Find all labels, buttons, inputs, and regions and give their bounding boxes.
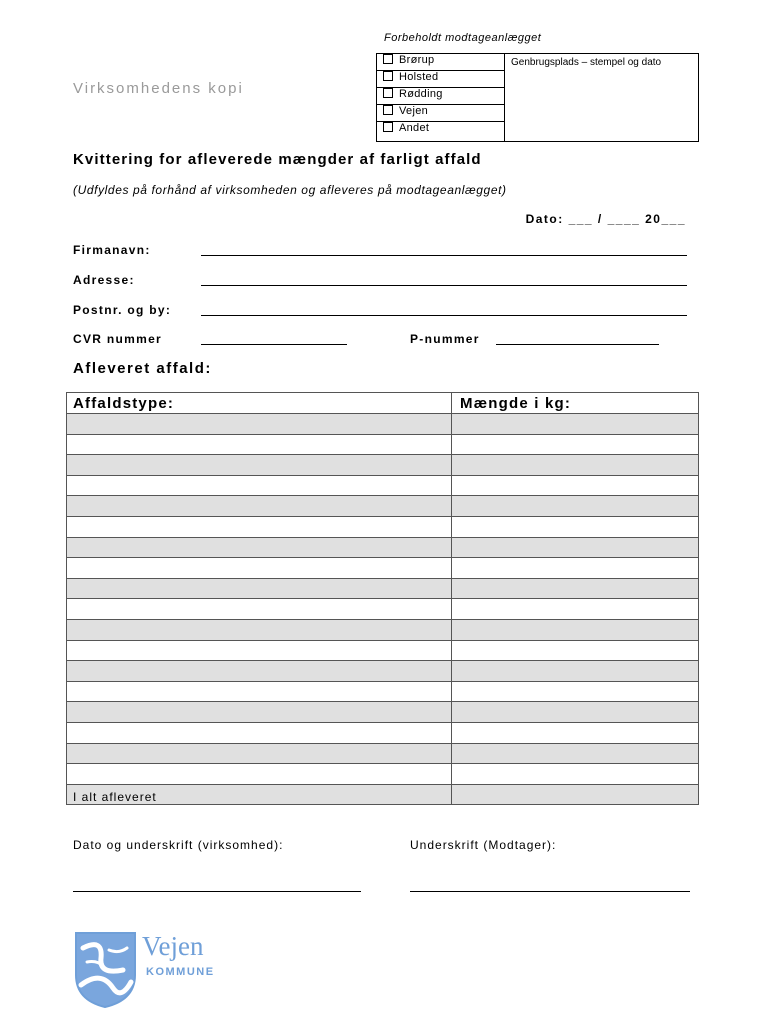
table-row (67, 578, 699, 599)
site-checkbox-list (376, 53, 505, 142)
postal-city-field[interactable] (201, 315, 687, 316)
table-header-row (67, 393, 699, 414)
total-label: I alt afleveret (67, 784, 452, 805)
receiver-signature-label: Underskrift (Modtager): (410, 838, 557, 852)
site-option-label: Andet (399, 122, 430, 134)
waste-type-cell[interactable] (67, 619, 452, 640)
table-row (67, 619, 699, 640)
site-option-holsted[interactable] (377, 71, 504, 88)
waste-type-cell[interactable] (67, 578, 452, 599)
waste-qty-cell[interactable] (452, 743, 699, 764)
waste-type-cell[interactable] (67, 414, 452, 435)
waste-qty-cell[interactable] (452, 722, 699, 743)
logo-name: Vejen (142, 931, 204, 961)
p-number-label: P-nummer (410, 332, 480, 346)
date-field[interactable]: Dato: ___ / ____ 20___ (525, 212, 686, 226)
waste-type-cell[interactable] (67, 496, 452, 517)
stamp-label: Genbrugsplads – stempel og dato (511, 57, 662, 68)
site-option-vejen[interactable] (377, 105, 504, 122)
waste-type-cell[interactable] (67, 661, 452, 682)
waste-qty-cell[interactable] (452, 496, 699, 517)
waste-type-cell[interactable] (67, 455, 452, 476)
table-row (67, 475, 699, 496)
column-header-type: Affaldstype: (67, 393, 452, 414)
waste-qty-cell[interactable] (452, 681, 699, 702)
waste-type-cell[interactable] (67, 537, 452, 558)
checkbox[interactable] (383, 122, 393, 132)
address-label: Adresse: (73, 273, 135, 287)
waste-qty-cell[interactable] (452, 661, 699, 682)
table-row (67, 640, 699, 661)
company-signature-field[interactable] (73, 891, 361, 892)
waste-type-cell[interactable] (67, 743, 452, 764)
waste-qty-cell[interactable] (452, 516, 699, 537)
site-option-label: Brørup (399, 54, 435, 66)
table-row (67, 516, 699, 537)
coat-of-arms-icon (73, 930, 223, 1010)
site-option-label: Vejen (399, 105, 429, 117)
site-option-rodding[interactable] (377, 88, 504, 105)
waste-table (66, 392, 699, 805)
waste-type-cell[interactable] (67, 434, 452, 455)
waste-type-cell[interactable] (67, 764, 452, 785)
checkbox[interactable] (383, 105, 393, 115)
cvr-field[interactable] (201, 344, 347, 345)
column-header-qty: Mængde i kg: (452, 393, 699, 414)
table-row (67, 743, 699, 764)
table-row (67, 681, 699, 702)
waste-type-cell[interactable] (67, 722, 452, 743)
form-subtitle: (Udfyldes på forhånd af virksomheden og afleveres på modtageanlægget) (73, 183, 507, 197)
waste-section-title: Afleveret affald: (73, 360, 212, 377)
waste-qty-cell[interactable] (452, 537, 699, 558)
total-qty-cell[interactable] (452, 784, 699, 805)
table-row (67, 455, 699, 476)
table-row (67, 496, 699, 517)
site-option-label: Holsted (399, 71, 439, 83)
waste-qty-cell[interactable] (452, 764, 699, 785)
waste-qty-cell[interactable] (452, 434, 699, 455)
site-option-andet[interactable] (377, 122, 504, 139)
waste-qty-cell[interactable] (452, 702, 699, 723)
waste-qty-cell[interactable] (452, 578, 699, 599)
checkbox[interactable] (383, 54, 393, 64)
company-signature-label: Dato og underskrift (virksomhed): (73, 838, 284, 852)
table-row (67, 661, 699, 682)
waste-type-cell[interactable] (67, 640, 452, 661)
address-field[interactable] (201, 285, 687, 286)
checkbox[interactable] (383, 88, 393, 98)
waste-type-cell[interactable] (67, 516, 452, 537)
copy-label: Virksomhedens kopi (73, 80, 244, 97)
waste-qty-cell[interactable] (452, 619, 699, 640)
table-row (67, 434, 699, 455)
stamp-box (503, 53, 699, 142)
waste-qty-cell[interactable] (452, 414, 699, 435)
table-row (67, 702, 699, 723)
total-row (67, 784, 699, 805)
table-row (67, 414, 699, 435)
table-row (67, 537, 699, 558)
waste-type-cell[interactable] (67, 702, 452, 723)
waste-table-body (67, 414, 699, 785)
waste-qty-cell[interactable] (452, 599, 699, 620)
waste-qty-cell[interactable] (452, 640, 699, 661)
logo-sub: KOMMUNE (146, 966, 215, 978)
table-row (67, 764, 699, 785)
vejen-kommune-logo (73, 930, 223, 1015)
form-title: Kvittering for afleverede mængder af farligt affald (73, 151, 482, 168)
table-row (67, 558, 699, 579)
table-row (67, 599, 699, 620)
site-option-brorup[interactable] (377, 54, 504, 71)
company-name-label: Firmanavn: (73, 243, 151, 257)
waste-qty-cell[interactable] (452, 455, 699, 476)
receiver-signature-field[interactable] (410, 891, 690, 892)
p-number-field[interactable] (496, 344, 659, 345)
reserved-title: Forbeholdt modtageanlægget (384, 32, 542, 44)
checkbox[interactable] (383, 71, 393, 81)
postal-city-label: Postnr. og by: (73, 303, 172, 317)
cvr-label: CVR nummer (73, 332, 163, 346)
waste-qty-cell[interactable] (452, 475, 699, 496)
site-option-label: Rødding (399, 88, 443, 100)
waste-type-cell[interactable] (67, 681, 452, 702)
waste-type-cell[interactable] (67, 599, 452, 620)
table-row (67, 722, 699, 743)
company-name-field[interactable] (201, 255, 687, 256)
waste-qty-cell[interactable] (452, 558, 699, 579)
waste-type-cell[interactable] (67, 558, 452, 579)
waste-type-cell[interactable] (67, 475, 452, 496)
